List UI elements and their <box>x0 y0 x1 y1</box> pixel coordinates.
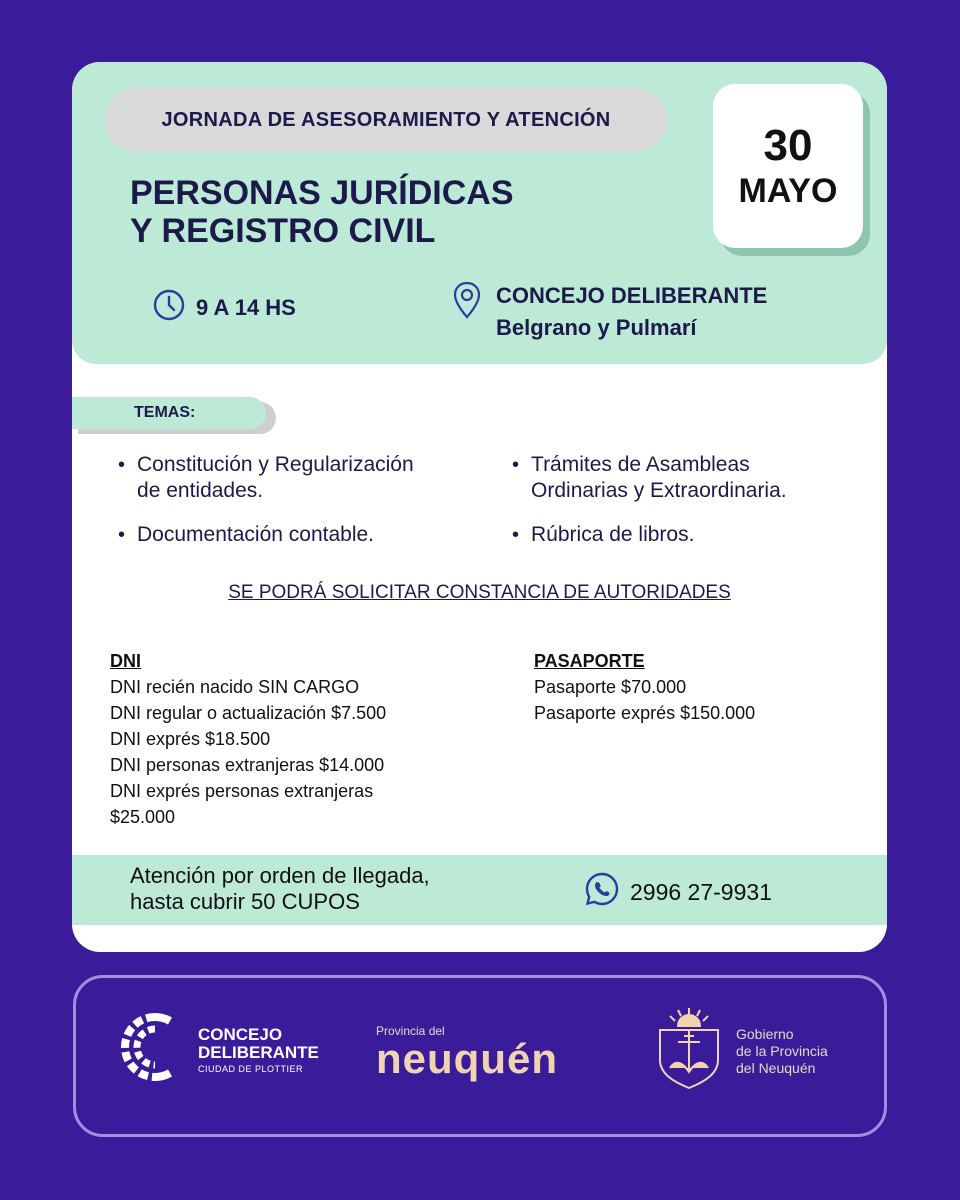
attention-line-1: Atención por orden de llegada, <box>130 863 430 888</box>
venue-name: CONCEJO DELIBERANTE <box>496 283 768 308</box>
location-pin-icon <box>452 280 482 325</box>
price-line: $25.000 <box>110 807 176 827</box>
attention-line-2: hasta cubrir 50 CUPOS <box>130 889 360 914</box>
gobierno-logo-line-3: del Neuquén <box>736 1060 816 1076</box>
concejo-logo <box>120 1012 319 1087</box>
attention-text <box>130 863 430 915</box>
date-day: 30 <box>763 121 813 170</box>
bullet-icon: • <box>118 454 126 476</box>
event-type-label: JORNADA DE ASESORAMIENTO Y ATENCIÓN <box>161 108 611 131</box>
neuquen-logo-wordmark: neuquén <box>376 1035 558 1082</box>
date-box <box>713 84 863 248</box>
list-item <box>512 522 694 548</box>
concejo-logo-line-2: DELIBERANTE <box>198 1042 319 1062</box>
topic-text: Constitución y Regularización <box>137 453 414 476</box>
date-month: MAYO <box>738 172 838 210</box>
neuquen-logo <box>376 1024 558 1080</box>
title-line-2: Y REGISTRO CIVIL <box>130 212 436 250</box>
price-line: Pasaporte $70.000 <box>534 677 687 697</box>
gobierno-logo-line-2: de la Provincia <box>736 1043 828 1059</box>
concejo-logo-line-1: CONCEJO <box>198 1024 283 1044</box>
phone-contact[interactable] <box>584 871 772 913</box>
price-line: Pasaporte exprés $150.000 <box>534 703 756 723</box>
price-line: DNI recién nacido SIN CARGO <box>110 677 360 697</box>
concejo-emblem-icon <box>120 1012 190 1087</box>
dni-prices <box>110 648 386 830</box>
sponsor-logos <box>73 975 887 1137</box>
phone-number: 2996 27-9931 <box>630 878 772 905</box>
time-info <box>152 288 296 328</box>
topic-text: de entidades. <box>137 479 264 502</box>
topic-text: Rúbrica de libros. <box>531 523 695 546</box>
venue-info <box>452 280 767 344</box>
bullet-icon: • <box>512 524 520 546</box>
bullet-icon: • <box>512 454 520 476</box>
topic-text: Documentación contable. <box>137 523 374 546</box>
price-line: DNI exprés $18.500 <box>110 729 271 749</box>
gobierno-logo-line-1: Gobierno <box>736 1026 794 1042</box>
price-line: DNI regular o actualización $7.500 <box>110 703 387 723</box>
passport-heading: PASAPORTE <box>534 651 645 671</box>
list-item <box>118 452 414 504</box>
topic-text: Ordinarias y Extraordinaria. <box>531 479 787 502</box>
time-label: 9 A 14 HS <box>196 295 296 320</box>
dni-heading: DNI <box>110 651 141 671</box>
list-item <box>118 522 374 548</box>
header-panel <box>72 62 887 364</box>
neuquen-logo-small: Provincia del <box>376 1024 445 1038</box>
price-line: DNI personas extranjeras $14.000 <box>110 755 385 775</box>
gobierno-logo <box>654 1008 828 1095</box>
authorities-notice: SE PODRÁ SOLICITAR CONSTANCIA DE AUTORIDADES <box>228 582 731 603</box>
event-card <box>72 62 887 952</box>
whatsapp-icon <box>584 871 620 913</box>
list-item <box>512 452 787 504</box>
page-title <box>130 174 514 250</box>
title-line-1: PERSONAS JURÍDICAS <box>130 174 514 212</box>
venue-address: Belgrano y Pulmarí <box>496 315 697 340</box>
topic-text: Trámites de Asambleas <box>531 453 750 476</box>
bullet-icon: • <box>118 524 126 546</box>
coat-of-arms-icon <box>654 1008 724 1095</box>
event-type-pill <box>105 88 667 152</box>
passport-prices <box>534 648 755 726</box>
price-line: DNI exprés personas extranjeras <box>110 781 374 801</box>
topics-tag: TEMAS: <box>72 397 266 429</box>
concejo-logo-subtitle: CIUDAD DE PLOTTIER <box>198 1063 304 1074</box>
clock-icon <box>152 288 186 328</box>
attention-band <box>72 855 887 925</box>
